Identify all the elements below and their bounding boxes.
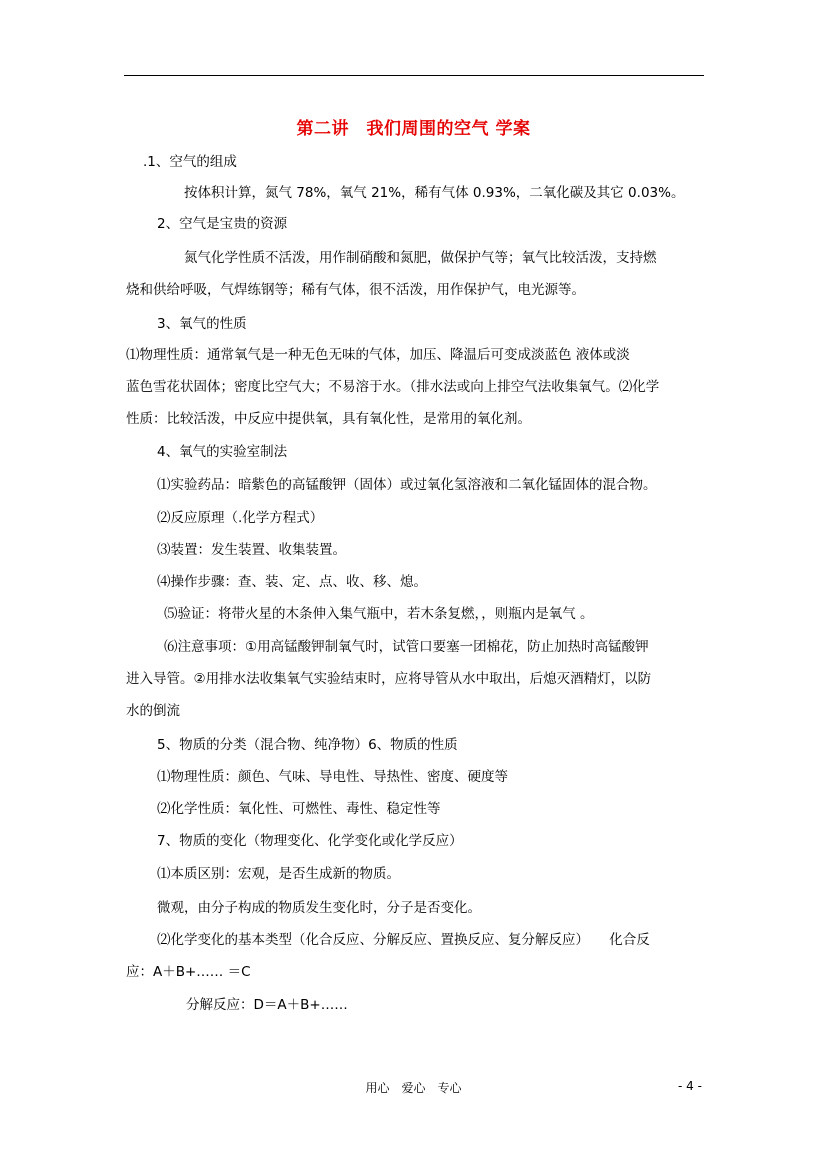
section-heading: 2、空气是宝贵的资源	[157, 216, 288, 232]
paragraph-line: 氮气化学性质不活泼，用作制硝酸和氮肥，做保护气等；氧气比较活泼，支持燃	[184, 250, 657, 266]
paragraph-line: ⑹注意事项：①用高锰酸钾制氧气时，试管口要塞一团棉花，防止加热时高锰酸钾	[164, 639, 649, 655]
paragraph-line: ⑴物理性质：颜色、气味、导电性、导热性、密度、硬度等	[157, 769, 508, 785]
page-number: - 4 -	[678, 1079, 702, 1093]
paragraph-line: 微观，由分子构成的物质发生变化时，分子是否变化。	[157, 900, 481, 916]
paragraph-line: ⑵化学变化的基本类型（化合反应、分解反应、置换反应、复分解反应） 化合反	[157, 932, 650, 948]
paragraph-line: ⑷操作步骤：查、装、定、点、收、移、熄。	[157, 574, 427, 590]
section-heading: 7、物质的变化（物理变化、化学变化或化学反应）	[157, 833, 463, 849]
section-heading: 5、物质的分类（混合物、纯净物）6、物质的性质	[157, 737, 458, 753]
paragraph-line: 蓝色雪花状固体；密度比空气大；不易溶于水。（排水法或向上排空气法收集氧气。⑵化学	[126, 379, 660, 395]
footer-motto: 用心 爱心 专心	[365, 1081, 462, 1095]
section-heading: 4、氧气的实验室制法	[157, 444, 288, 460]
paragraph-line: 烧和供给呼吸，气焊练钢等；稀有气体，很不活泼，用作保护气，电光源等。	[126, 282, 585, 298]
header-rule	[124, 75, 704, 76]
section-heading: 3、氧气的性质	[157, 316, 247, 332]
paragraph-line: ⑵化学性质：氧化性、可燃性、毒性、稳定性等	[157, 801, 441, 817]
section-heading: .1、空气的组成	[143, 154, 237, 170]
page-title: 第二讲 我们周围的空气 学案	[296, 119, 531, 139]
paragraph-line: 应：A＋B+…… ＝C	[126, 964, 251, 980]
paragraph-line: 进入导管。②用排水法收集氧气实验结束时，应将导管从水中取出，后熄灭酒精灯，以防	[126, 671, 652, 687]
paragraph-line: 性质：比较活泼，中反应中提供氧，具有氧化性，是常用的氧化剂。	[126, 411, 531, 427]
paragraph-line: ⑴物理性质：通常氧气是一种无色无味的气体，加压、降温后可变成淡蓝色 液体或淡	[126, 347, 630, 363]
paragraph-line: ⑴本质区别：宏观，是否生成新的物质。	[157, 866, 400, 882]
paragraph-line: 按体积计算，氮气 78%，氧气 21%，稀有气体 0.93%，二氧化碳及其它 0.03%。	[184, 185, 685, 201]
paragraph-line: 分解反应：D＝A＋B+……	[186, 997, 348, 1013]
paragraph-line: ⑵反应原理（.化学方程式）	[157, 510, 324, 526]
paragraph-line: ⑶装置：发生装置、收集装置。	[157, 542, 346, 558]
paragraph-line: ⑸验证：将带火星的木条伸入集气瓶中，若木条复燃，，则瓶内是氧气 。	[164, 606, 594, 622]
paragraph-line: ⑴实验药品：暗紫色的高锰酸钾（固体）或过氧化氢溶液和二氧化锰固体的混合物。	[157, 477, 657, 493]
paragraph-line: 水的倒流	[126, 703, 180, 719]
